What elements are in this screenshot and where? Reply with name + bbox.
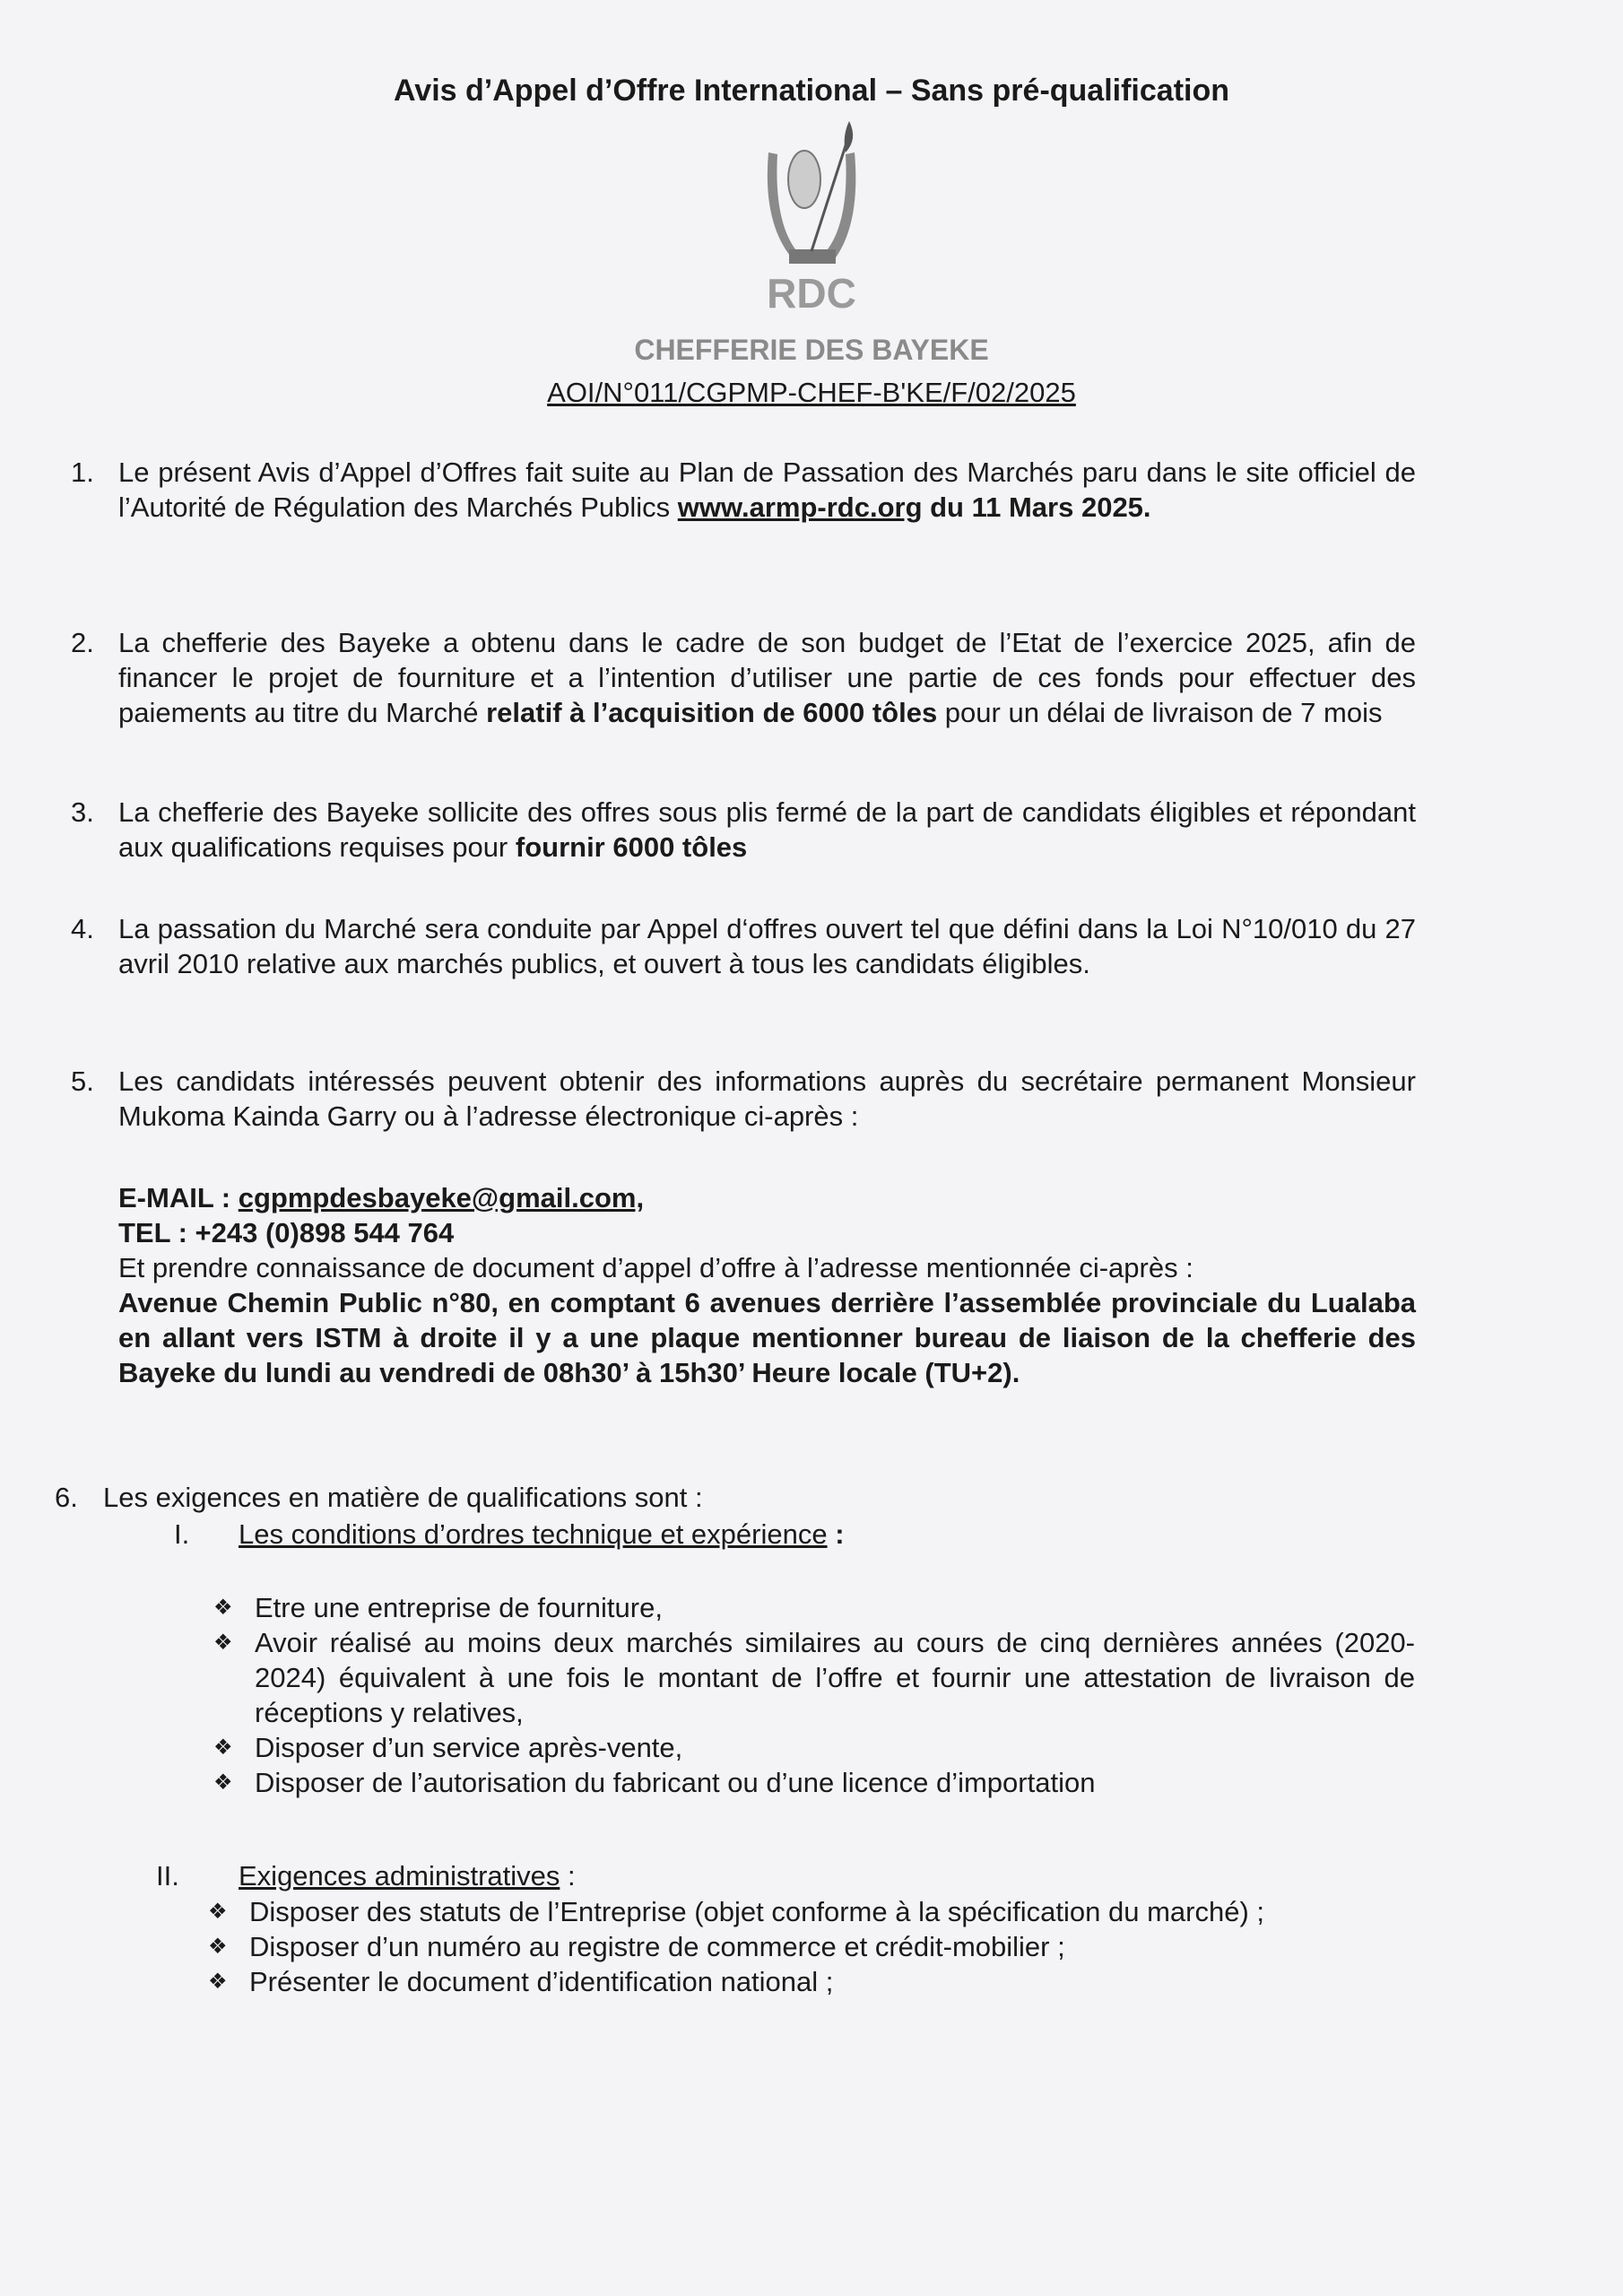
- section-technical: [174, 1517, 1429, 1552]
- address-intro: Et prendre connaissance de document d’appel d’offre à l’adresse mentionnée ci-après :: [118, 1252, 1193, 1283]
- item-date: du 11 Mars 2025.: [922, 491, 1151, 523]
- section-title: Exigences administratives: [239, 1860, 560, 1892]
- item-text: La chefferie des Bayeke sollicite des offres sous plis fermé de la part de candidats éligibles et répondant aux qualifications requises pour: [118, 796, 1416, 863]
- email-link[interactable]: cgpmpdesbayeke@gmail.com,: [238, 1182, 645, 1213]
- item-text-end: pour un délai de livraison de 7 mois: [937, 697, 1383, 728]
- coat-of-arms-logo: [749, 117, 874, 287]
- item-number: 1.: [71, 457, 94, 488]
- item-text: La passation du Marché sera conduite par Appel d‘offres ouvert tel que défini dans la Loi N°10/010 du 27 avril 2010 relative aux marchés publics, et ouvert à tous les candidats éligibles.: [118, 913, 1416, 979]
- list-item: ❖ Présenter le document d’identification national ;: [208, 1964, 1410, 1999]
- reference-number: [0, 377, 1623, 409]
- item-bold-text: relatif à l’acquisition de 6000 tôles: [486, 697, 938, 728]
- item-6: [55, 1480, 1416, 1515]
- item-3: [71, 795, 1416, 865]
- item-text: Les candidats intéressés peuvent obtenir des informations auprès du secrétaire permanent Monsieur Mukoma Kainda Garry ou à l’adresse électronique ci-après :: [118, 1065, 1416, 1132]
- section-administrative: [156, 1858, 1429, 1893]
- item-5: [71, 1064, 1416, 1134]
- item-2: [71, 625, 1416, 730]
- document-title: Avis d’Appel d’Offre International – Sans pré-qualification: [394, 74, 1229, 108]
- organization-name: CHEFFERIE DES BAYEKE: [634, 334, 989, 366]
- item-text: Les exigences en matière de qualifications sont :: [103, 1482, 703, 1513]
- email-label: E-MAIL :: [118, 1182, 239, 1213]
- section-colon: :: [827, 1518, 845, 1550]
- item-number: 3.: [71, 796, 94, 828]
- reference-text: AOI/N°011/CGPMP-CHEF-B'KE/F/02/2025: [547, 377, 1076, 408]
- list-item: ❖ Disposer d’un numéro au registre de commerce et crédit-mobilier ;: [208, 1929, 1410, 1964]
- section-number: I.: [174, 1518, 190, 1550]
- list-item: ❖ Disposer de l’autorisation du fabricant ou d’une licence d’importation: [213, 1765, 1415, 1800]
- item-1: [71, 455, 1416, 525]
- list-item: ❖ Disposer d’un service après-vente,: [213, 1730, 1415, 1765]
- list-item: ❖ Avoir réalisé au moins deux marchés similaires au cours de cinq dernières années (2020-2024) équivalent à une fois le montant de l’offre et fournir une attestation de livraison de réceptions y relatives,: [213, 1625, 1415, 1730]
- contact-block: [71, 1180, 1416, 1390]
- item-bold-text: fournir 6000 tôles: [515, 831, 748, 863]
- item-number: 5.: [71, 1065, 94, 1097]
- administrative-requirements-list: [208, 1894, 1410, 1999]
- item-4: [71, 911, 1416, 981]
- section-title: Les conditions d’ordres technique et expérience: [239, 1518, 828, 1550]
- item-text: Le présent Avis d’Appel d’Offres fait suite au Plan de Passation des Marchés paru dans le site officiel de l’Autorité de Régulation des Marchés Publics: [118, 457, 1416, 523]
- technical-requirements-list: [213, 1590, 1415, 1800]
- section-colon: :: [560, 1860, 576, 1892]
- address: Avenue Chemin Public n°80, en comptant 6 avenues derrière l’assemblée provinciale du Lualaba en allant vers ISTM à droite il y a une plaque mentionner bureau de liaison de la chefferie des Bayeke du lundi au vendredi de 08h30’ à 15h30’ Heure locale (TU+2).: [118, 1287, 1416, 1388]
- item-number: 6.: [55, 1482, 78, 1513]
- list-item: ❖ Disposer des statuts de l’Entreprise (objet conforme à la spécification du marché) ;: [208, 1894, 1410, 1929]
- armp-link[interactable]: www.armp-rdc.org: [677, 491, 923, 523]
- item-number: 2.: [71, 627, 94, 658]
- section-number: II.: [156, 1860, 179, 1892]
- list-item: ❖ Etre une entreprise de fourniture,: [213, 1590, 1415, 1625]
- telephone: TEL : +243 (0)898 544 764: [118, 1217, 455, 1248]
- item-number: 4.: [71, 913, 94, 944]
- item-text: La chefferie des Bayeke a obtenu dans le cadre de son budget de l’Etat de l’exercice 2025, afin de financer le projet de fourniture et a l’intention d’utiliser une partie de ces fonds pour effectuer des paiements au titre du Marché: [118, 627, 1416, 728]
- country-label: RDC: [767, 270, 856, 317]
